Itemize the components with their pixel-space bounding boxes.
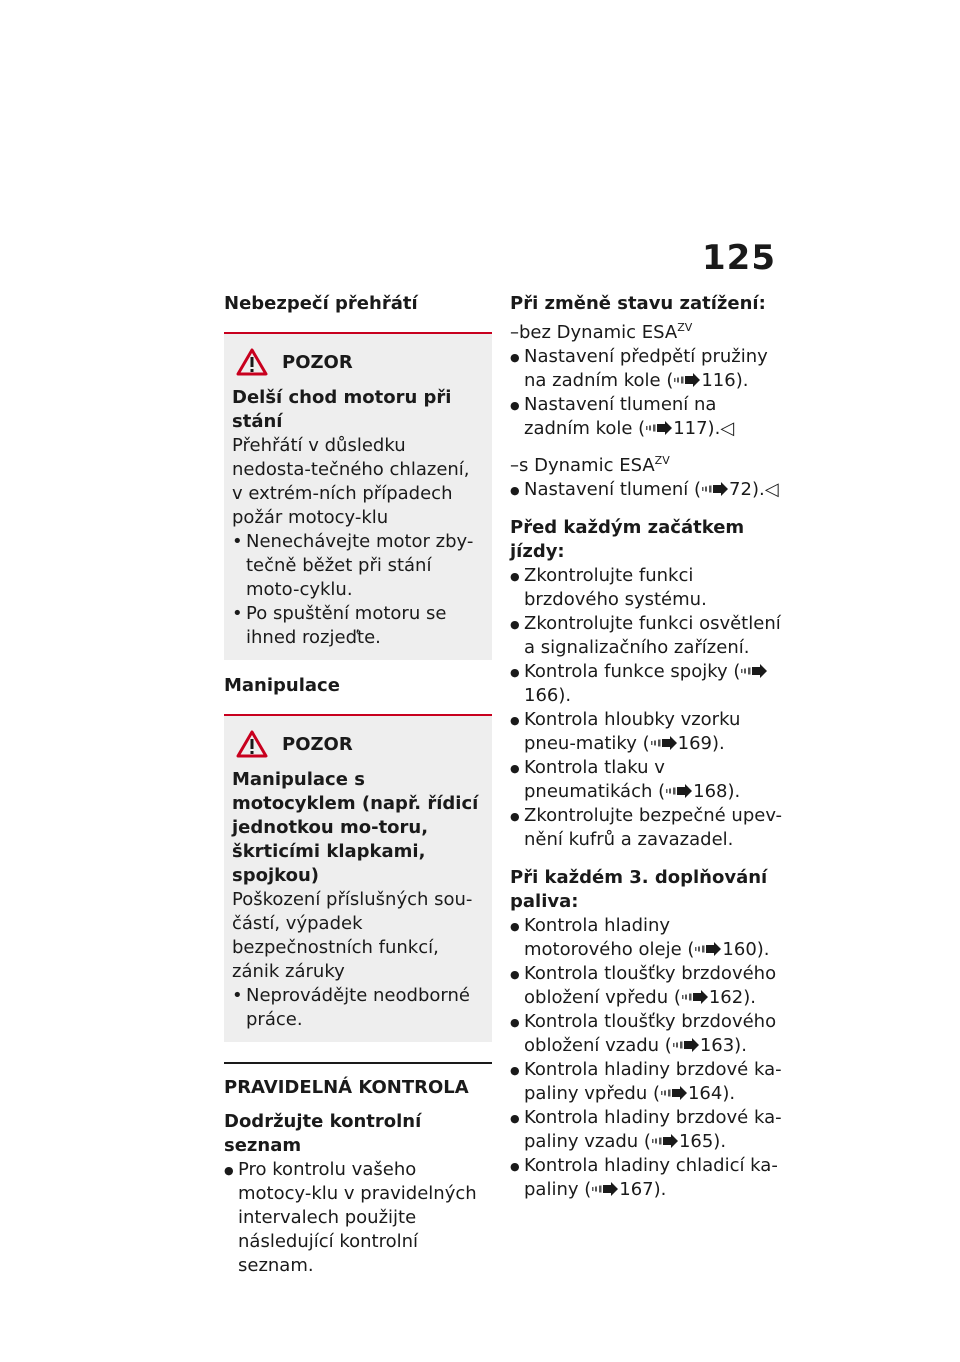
manipulation-heading: Manipulace <box>224 675 340 696</box>
before-ride-list <box>510 564 782 852</box>
warning-text: Přehřátí v důsledku nedosta-tečného chlazení, v extrém-ních případech požár motocy-klu <box>232 435 470 528</box>
page-reference[interactable]: 166). <box>524 685 572 706</box>
esa-superscript: ZV <box>677 321 693 334</box>
without-esa-list <box>510 345 782 441</box>
item-text: Kontrola tlaku v pneumatikách ( <box>524 757 666 802</box>
page-reference-arrow-icon <box>591 1182 619 1196</box>
warning-triangle-icon <box>236 730 268 758</box>
overheat-heading: Nebezpečí přehřátí <box>224 293 418 314</box>
page-reference-arrow-icon <box>673 373 701 387</box>
page-reference-arrow-icon <box>672 1038 700 1052</box>
section-title: PRAVIDELNÁ KONTROLA <box>224 1077 469 1098</box>
warning-title: Manipulace s motocyklem (např. řídicí jednotkou mo-toru, škrticími klapkami, spojkou) <box>232 769 479 886</box>
item-text: Kontrola tloušťky brzdového obložení vzadu ( <box>524 1011 777 1056</box>
item-text: Zkontrolujte funkci osvětlení a signalizačního zařízení. <box>524 613 781 658</box>
left-column <box>224 292 492 1278</box>
item-text: Kontrola hladiny brzdové ka-paliny vzadu ( <box>524 1107 782 1152</box>
page-reference[interactable]: 169). <box>677 733 725 754</box>
list-item: • Nenechávejte motor zby-tečně běžet při stání moto-cyklu. <box>232 530 484 602</box>
page-number: 125 <box>702 238 776 278</box>
list-item <box>510 756 782 804</box>
list-item <box>510 914 782 962</box>
list-item <box>510 962 782 1010</box>
list-item <box>510 804 782 852</box>
item-text: Nastavení tlumení ( <box>524 479 702 500</box>
warning-triangle-icon <box>236 348 268 376</box>
overheat-warning-box <box>224 334 492 660</box>
item-text: Kontrola hladiny chladicí ka-paliny ( <box>524 1155 778 1200</box>
page-reference[interactable]: 167). <box>619 1179 667 1200</box>
warning-label: POZOR <box>282 351 353 373</box>
list-item <box>510 1010 782 1058</box>
list-item <box>510 393 782 441</box>
page-reference[interactable]: 168). <box>693 781 741 802</box>
page-reference-arrow-icon <box>740 664 768 678</box>
item-text: Nastavení předpětí pružiny na zadním kole ( <box>524 346 768 391</box>
page-reference-arrow-icon <box>694 942 722 956</box>
list-item <box>510 660 782 708</box>
item-text: Nastavení tlumení na zadním kole ( <box>524 394 717 439</box>
page-reference-arrow-icon <box>665 784 693 798</box>
end-mark-icon: ◁ <box>720 418 735 439</box>
section-divider <box>224 1062 492 1064</box>
page-reference-arrow-icon <box>651 1134 679 1148</box>
page-reference[interactable]: 160). <box>722 939 770 960</box>
list-item <box>510 478 782 502</box>
item-text: Kontrola hladiny motorového oleje ( <box>524 915 695 960</box>
page-reference[interactable]: 164). <box>687 1083 736 1104</box>
page-reference[interactable]: 162). <box>708 987 756 1008</box>
item-text: Kontrola funkce spojky ( <box>524 661 741 682</box>
refuel-heading: Při každém 3. doplňování paliva: <box>510 867 768 912</box>
page-reference[interactable]: 163). <box>699 1035 747 1056</box>
page-reference-arrow-icon <box>660 1086 688 1100</box>
page-reference[interactable]: 165). <box>678 1131 727 1152</box>
page-reference-arrow-icon <box>645 421 673 435</box>
item-text: Zkontrolujte bezpečné upev-nění kufrů a zavazadel. <box>524 805 782 850</box>
page-reference-arrow-icon <box>650 736 678 750</box>
page-reference[interactable]: 116). <box>701 370 749 391</box>
without-esa-label: –bez Dynamic $ESA^{ZV}$ <box>510 321 693 343</box>
esa-superscript: ZV <box>654 454 670 467</box>
item-text: Kontrola hloubky vzorku pneu-matiky ( <box>524 709 741 754</box>
list-item <box>510 1154 782 1202</box>
list-item: ● Pro kontrolu vašeho motocy-klu v pravidelných intervalech použijte následující kontrolní seznam. <box>224 1158 492 1278</box>
with-esa-list <box>510 478 782 502</box>
list-item <box>510 1058 782 1106</box>
refuel-list <box>510 914 782 1202</box>
warning-label: POZOR <box>282 733 353 755</box>
load-change-heading: Při změně stavu zatížení: <box>510 293 766 314</box>
item-text: Kontrola hladiny brzdové ka-paliny vpředu ( <box>524 1059 782 1104</box>
manipulation-warning-box <box>224 716 492 1042</box>
list-item: • Neprovádějte neodborné práce. <box>232 984 484 1032</box>
list-item: • Po spuštění motoru se ihned rozjeďte. <box>232 602 484 650</box>
page-reference-arrow-icon <box>701 482 729 496</box>
right-column <box>510 292 782 1202</box>
end-mark-icon: ◁ <box>764 479 779 500</box>
checklist-subtitle: Dodržujte kontrolní seznam <box>224 1111 422 1156</box>
list-item <box>510 564 782 612</box>
page-reference-arrow-icon <box>681 990 709 1004</box>
list-item <box>510 345 782 393</box>
list-item <box>510 1106 782 1154</box>
list-item <box>510 612 782 660</box>
warning-text: Poškození příslušných sou-částí, výpadek bezpečnostních funkcí, zánik záruky <box>232 889 473 982</box>
item-text: Kontrola tloušťky brzdového obložení vpředu ( <box>524 963 777 1008</box>
page-reference[interactable]: 117). <box>673 418 721 439</box>
page-reference[interactable]: 72). <box>729 479 765 500</box>
before-ride-heading: Před každým začátkem jízdy: <box>510 517 745 562</box>
warning-title: Delší chod motoru při stání <box>232 387 452 432</box>
list-item <box>510 708 782 756</box>
with-esa-label: –s Dynamic $ESA^{ZV}$ <box>510 454 670 476</box>
item-text: Zkontrolujte funkci brzdového systému. <box>524 565 707 610</box>
